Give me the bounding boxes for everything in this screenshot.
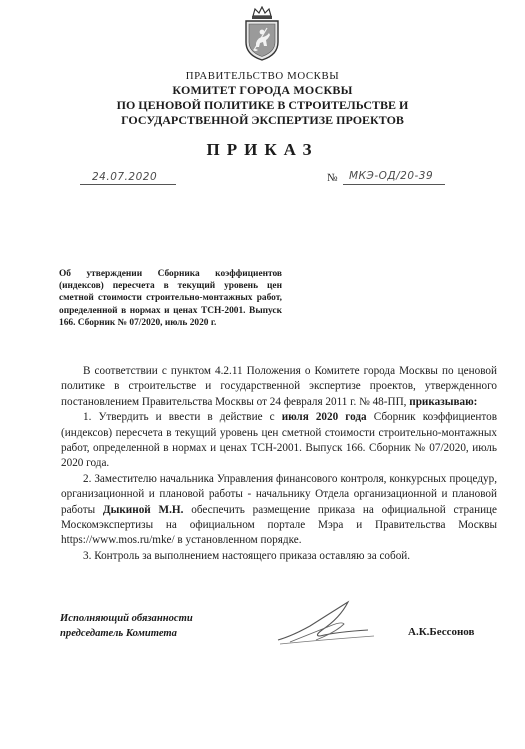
date-underline — [80, 184, 176, 185]
signatory-position: Исполняющий обязанности председатель Комитета — [60, 613, 193, 639]
handwritten-signature-icon — [270, 596, 380, 648]
order-body — [61, 364, 497, 564]
moscow-coat-of-arms-icon — [240, 6, 284, 62]
preamble-paragraph: В соответствии с пунктом 4.2.11 Положения о Комитете города Москвы по ценовой политике в строительстве и государственной экспертизе проектов, утвержденного постановлением Правительства Москвы от 24 февраля 2011 г. № 48-ПП, приказываю: — [61, 365, 497, 408]
item-3-paragraph: 3. Контроль за выполнением настоящего приказа оставляю за собой. — [83, 549, 411, 562]
committee-name-line3: ГОСУДАРСТВЕННОЙ ЭКСПЕРТИЗЕ ПРОЕКТОВ — [121, 113, 404, 127]
number-underline — [343, 184, 445, 185]
order-date: 24.07.2020 — [92, 171, 158, 183]
government-name: ПРАВИТЕЛЬСТВО МОСКВЫ — [185, 70, 340, 82]
item-1-paragraph: 1. Утвердить и ввести в действие с июля 2020 года Сборник коэффициентов (индексов) пересчета в текущий уровень цен сметной стоимости строительно-монтажных работ, определенной в нормах и ценах ТСН-2001. Выпуск 166. Сборник № 07/2020, июль 2020 года. — [61, 411, 498, 470]
order-subject: Об утверждении Сборника коэффициентов (индексов) пересчета в текущий уровень цен сметной стоимости строительно-монтажных работ, определенной в нормах и ценах ТСН-2001. Выпуск 166. Сборник № 07/2020, июль 2020 г. — [59, 269, 282, 328]
item-2-paragraph: 2. Заместителю начальника Управления финансового контроля, конкурсных процедур, организационной и плановой работы - начальнику Отдела организационной и плановой работы Дыкиной М.Н. обеспечить размещение приказа на официальной странице Москомэкспертизы на официальном портале Мэра и Правительства Москвы https://www.mos.ru/mke/ в установленном порядке. — [61, 472, 498, 547]
committee-name-line2: ПО ЦЕНОВОЙ ПОЛИТИКЕ В СТРОИТЕЛЬСТВЕ И — [116, 98, 409, 112]
document-title: ПРИКАЗ — [206, 140, 319, 159]
order-number-label: № — [327, 172, 338, 184]
order-number: МКЭ-ОД/20-39 — [349, 170, 434, 182]
committee-name-line1: КОМИТЕТ ГОРОДА МОСКВЫ — [172, 83, 353, 97]
signatory-name: А.К.Бессонов — [408, 626, 475, 638]
